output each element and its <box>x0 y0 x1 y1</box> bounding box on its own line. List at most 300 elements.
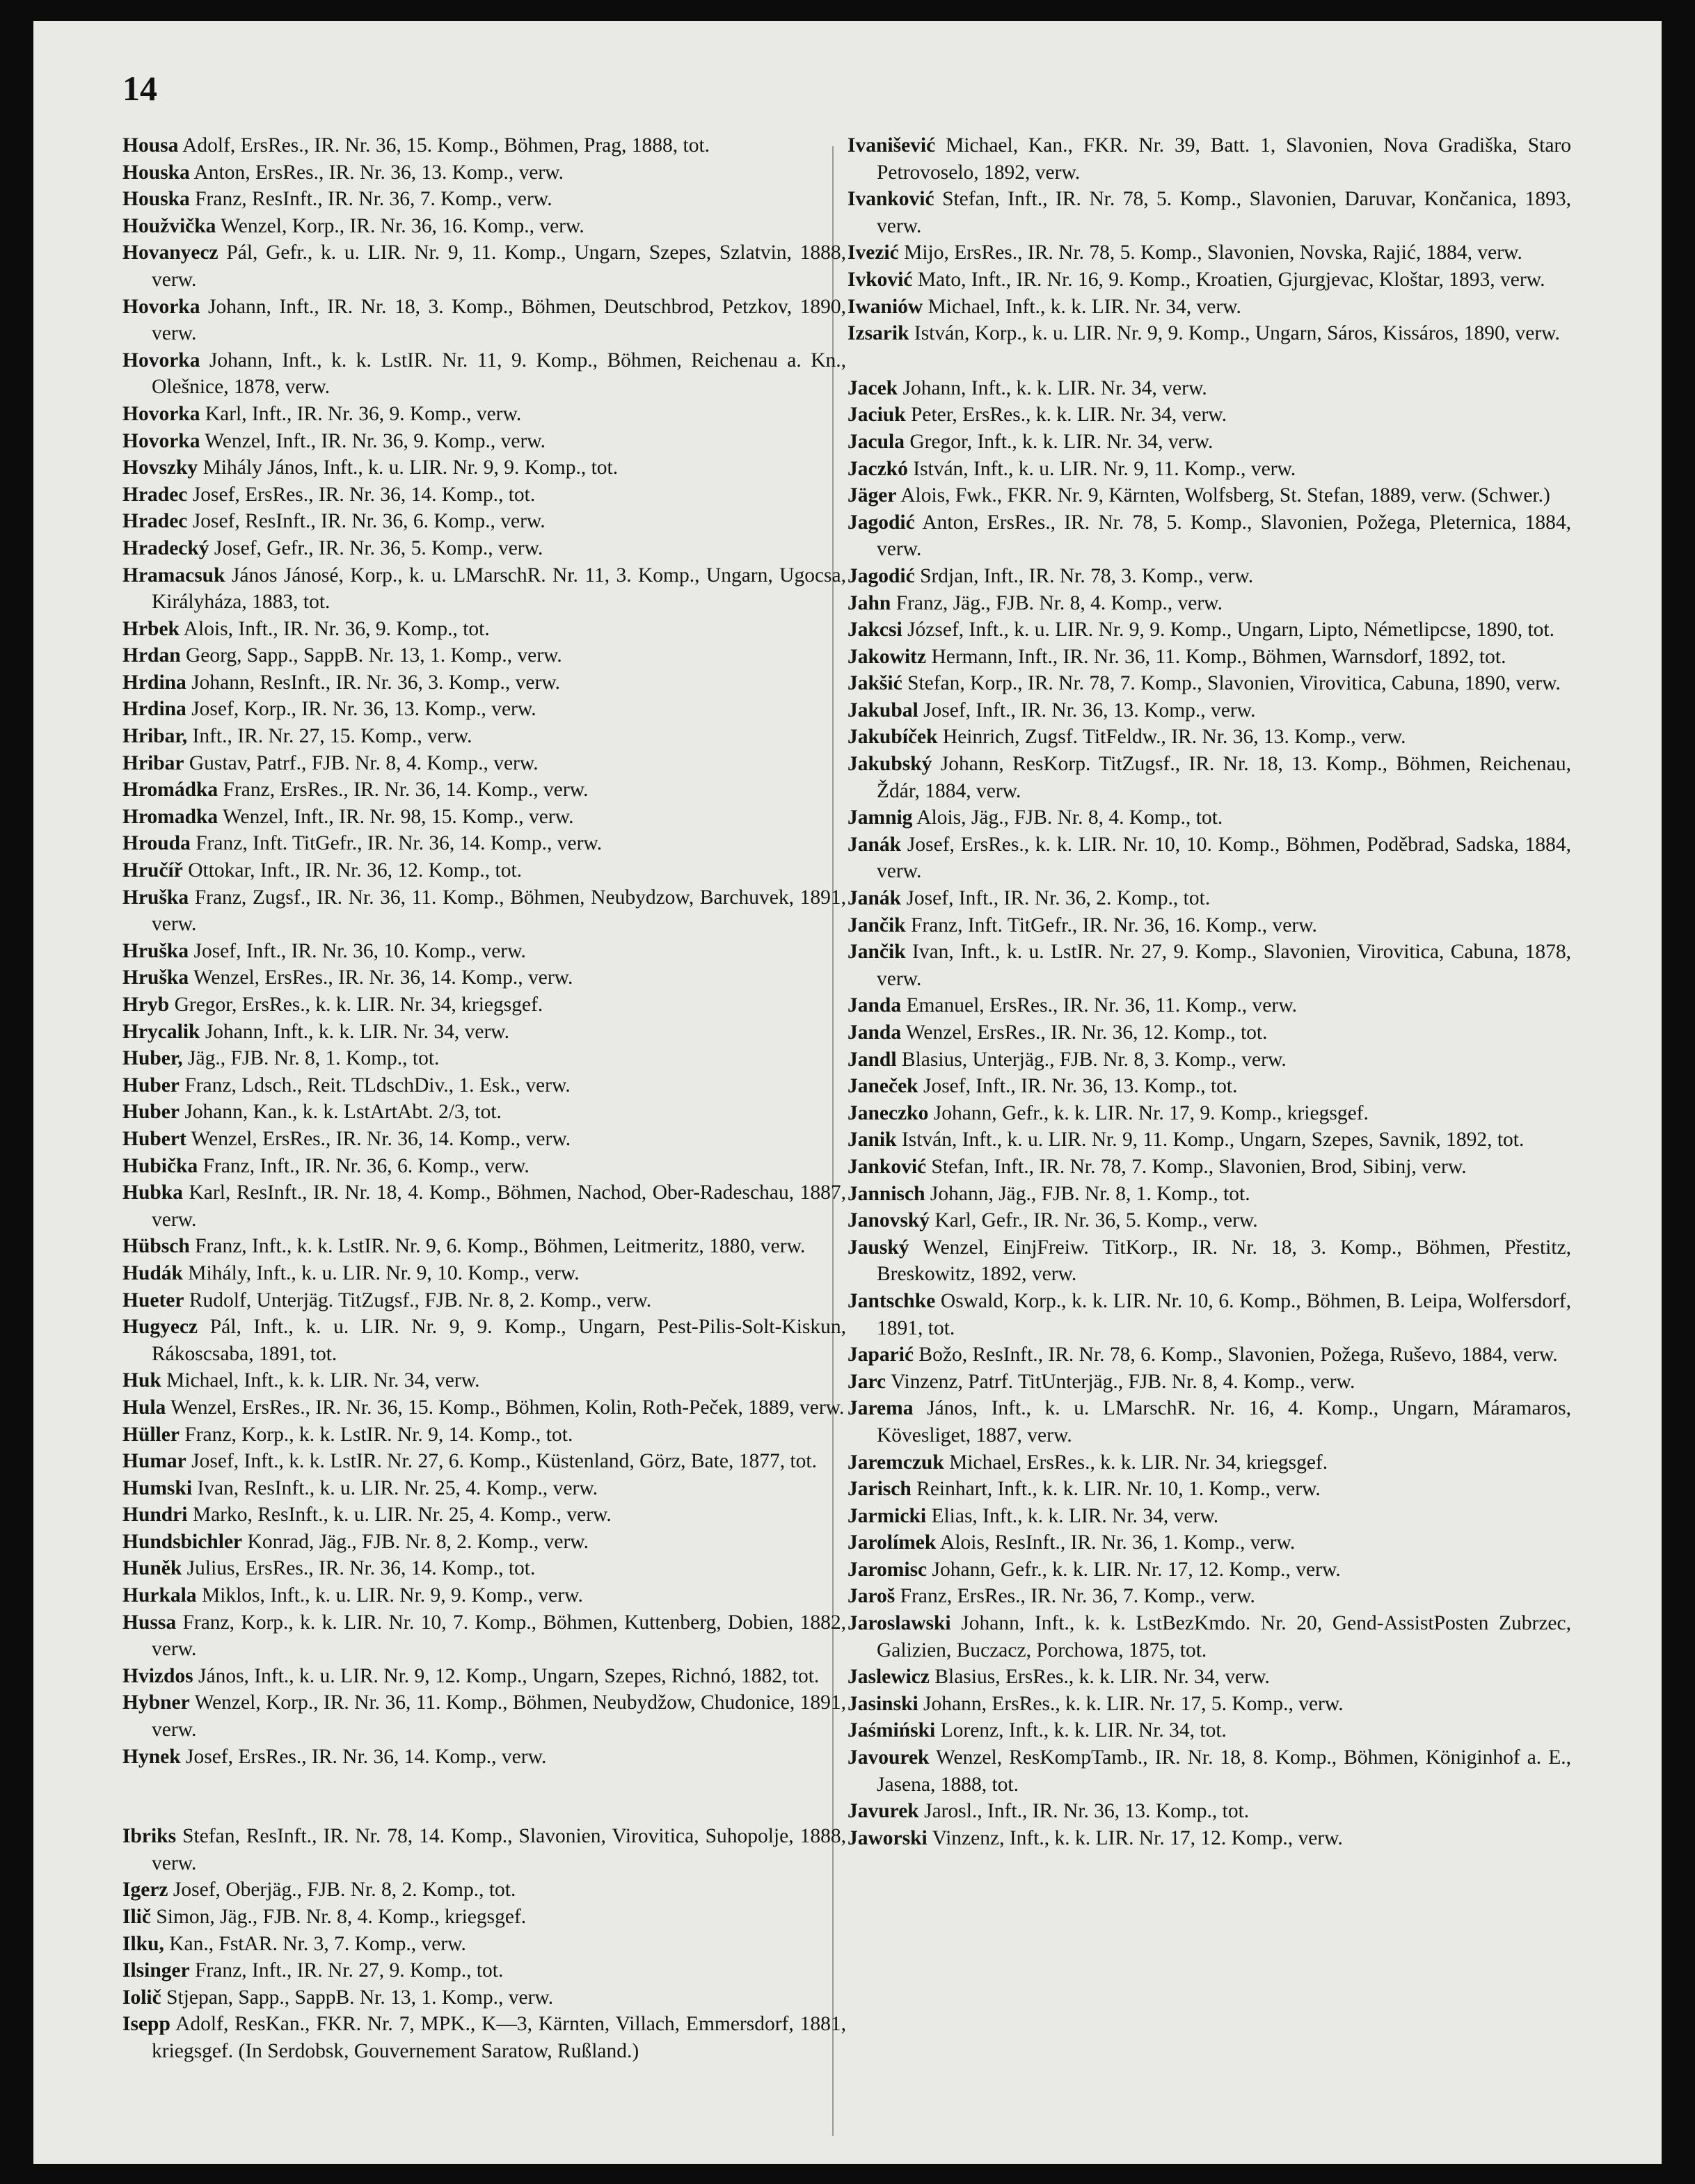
list-item <box>848 1046 1571 1074</box>
entry-details: Heinrich, Zugsf. TitFeldw., IR. Nr. 36, 13. Komp., verw. <box>942 726 1406 749</box>
entry-surname: Hovorka <box>122 429 200 452</box>
list-item <box>848 1825 1571 1852</box>
list-item <box>848 804 1571 831</box>
list-item <box>122 804 846 831</box>
entry-details: Johann, ResInft., IR. Nr. 36, 3. Komp., verw. <box>191 671 561 694</box>
entry-surname: Jamnig <box>848 806 913 829</box>
list-item <box>122 1394 846 1421</box>
entry-details: Mihály, Inft., k. u. LIR. Nr. 9, 10. Komp., verw. <box>188 1261 580 1284</box>
list-item <box>848 1717 1571 1744</box>
entry-surname: Ilku, <box>122 1932 164 1955</box>
list-item <box>122 991 846 1019</box>
entry-surname: Jagodić <box>848 511 915 534</box>
entry-details: Johann, Gefr., k. k. LIR. Nr. 17, 9. Komp., kriegsgef. <box>933 1101 1369 1124</box>
entry-details: Franz, Korp., k. k. LstIR. Nr. 9, 14. Komp., tot. <box>184 1423 573 1446</box>
entry-surname: Hubička <box>122 1154 198 1177</box>
entry-details: Kan., FstAR. Nr. 3, 7. Komp., verw. <box>169 1932 466 1955</box>
entry-surname: Ilič <box>122 1906 151 1928</box>
entry-surname: Hribar, <box>122 725 188 748</box>
list-item <box>848 509 1571 563</box>
entry-details: Stefan, Inft., IR. Nr. 78, 7. Komp., Slavonien, Brod, Sibinj, verw. <box>931 1155 1467 1178</box>
list-item <box>122 1984 846 2011</box>
entry-details: Wenzel, ErsRes., IR. Nr. 36, 12. Komp., tot. <box>905 1021 1268 1044</box>
entry-details: Wenzel, Korp., IR. Nr. 36, 11. Komp., Böhmen, Neubydžow, Chudonice, 1891, verw. <box>152 1691 846 1741</box>
list-item <box>848 1395 1571 1449</box>
entry-surname: Jaworski <box>848 1826 928 1849</box>
list-item <box>848 1207 1571 1234</box>
list-item <box>848 831 1571 885</box>
list-item <box>122 1501 846 1529</box>
entry-details: István, Inft., k. u. LIR. Nr. 9, 11. Komp., verw. <box>913 457 1296 480</box>
list-item <box>122 1689 846 1743</box>
list-item <box>848 482 1571 509</box>
entry-surname: Janda <box>848 1021 902 1044</box>
list-item <box>848 1476 1571 1503</box>
list-item <box>122 1529 846 1556</box>
entry-details: Jäg., FJB. Nr. 8, 1. Komp., tot. <box>188 1047 440 1070</box>
list-item <box>848 1583 1571 1610</box>
list-item <box>848 1019 1571 1046</box>
list-item <box>848 1610 1571 1664</box>
list-item <box>848 1529 1571 1556</box>
entry-surname: Jagodić <box>848 564 915 587</box>
entry-surname: Huber <box>122 1074 180 1097</box>
entry-surname: Janák <box>848 887 902 910</box>
list-item <box>122 562 846 616</box>
list-item <box>848 616 1571 644</box>
entry-surname: Hugyecz <box>122 1316 198 1339</box>
list-item <box>848 1073 1571 1100</box>
list-item <box>848 939 1571 992</box>
entry-details: Franz, ResInft., IR. Nr. 36, 7. Komp., verw. <box>195 188 552 211</box>
entry-details: Marko, ResInft., k. u. LIR. Nr. 25, 4. Komp., verw. <box>192 1504 612 1527</box>
list-item <box>848 320 1571 347</box>
list-item <box>848 563 1571 590</box>
list-item <box>848 1234 1571 1288</box>
list-item <box>122 1555 846 1582</box>
entry-details: Franz, Jäg., FJB. Nr. 8, 4. Komp., verw. <box>896 591 1223 614</box>
entry-details: Peter, ErsRes., k. k. LIR. Nr. 34, verw. <box>910 404 1227 427</box>
entry-surname: Jaczkó <box>848 457 908 480</box>
entry-surname: Janković <box>848 1155 927 1178</box>
entry-surname: Javourek <box>848 1746 930 1769</box>
list-item <box>122 1126 846 1153</box>
entry-surname: Ivezić <box>848 241 899 264</box>
entry-surname: Hradecký <box>122 536 209 559</box>
list-item <box>122 1099 846 1126</box>
entry-details: Vinzenz, Patrf. TitUnterjäg., FJB. Nr. 8, 4. Komp., verw. <box>891 1370 1355 1393</box>
entry-surname: Ivković <box>848 268 913 291</box>
list-item <box>122 132 846 159</box>
list-item <box>122 642 846 669</box>
entry-surname: Hussa <box>122 1611 177 1634</box>
list-item <box>122 1019 846 1046</box>
document-page <box>33 21 1662 2164</box>
entry-details: Franz, Inft. TitGefr., IR. Nr. 36, 14. Komp., verw. <box>196 832 603 855</box>
entry-details: Ivan, ResInft., k. u. LIR. Nr. 25, 4. Komp., verw. <box>197 1476 598 1499</box>
entry-surname: Jarc <box>848 1370 886 1393</box>
list-item <box>122 616 846 643</box>
entry-details: Wenzel, Inft., IR. Nr. 98, 15. Komp., verw. <box>223 805 574 828</box>
entry-surname: Hula <box>122 1396 166 1419</box>
list-item <box>848 1100 1571 1127</box>
section-gap <box>848 347 1571 375</box>
list-item <box>848 1744 1571 1798</box>
list-item <box>848 1503 1571 1530</box>
list-item <box>122 294 846 347</box>
list-item <box>122 1823 846 1876</box>
entry-surname: Iolič <box>122 1986 161 2009</box>
entry-surname: Janik <box>848 1129 897 1151</box>
entry-details: Franz, Inft., IR. Nr. 27, 9. Komp., tot. <box>195 1959 504 1982</box>
entry-details: Karl, Gefr., IR. Nr. 36, 5. Komp., verw. <box>934 1209 1258 1232</box>
entry-details: Josef, Oberjäg., FJB. Nr. 8, 2. Komp., tot. <box>173 1879 516 1902</box>
entry-details: Wenzel, EinjFreiw. TitKorp., IR. Nr. 18, 3. Komp., Böhmen, Přestitz, Breskowitz, 1892, verw. <box>877 1236 1571 1286</box>
list-item <box>848 590 1571 617</box>
entry-surname: Jaśmiński <box>848 1719 936 1742</box>
list-item <box>122 159 846 186</box>
list-item <box>848 429 1571 456</box>
entry-details: Mihály János, Inft., k. u. LIR. Nr. 9, 9. Komp., tot. <box>202 456 619 479</box>
entry-surname: Hrdina <box>122 671 186 694</box>
list-item <box>122 481 846 509</box>
entry-details: Wenzel, Korp., IR. Nr. 36, 16. Komp., verw. <box>221 214 584 237</box>
entry-details: Franz, ErsRes., IR. Nr. 36, 7. Komp., verw. <box>900 1585 1255 1608</box>
entry-details: Anton, ErsRes., IR. Nr. 78, 5. Komp., Slavonien, Požega, Pleternica, 1884, verw. <box>877 511 1571 561</box>
entry-details: Alois, Inft., IR. Nr. 36, 9. Komp., tot. <box>183 617 490 640</box>
list-item <box>122 1904 846 1931</box>
list-item <box>122 401 846 428</box>
entry-details: Josef, ResInft., IR. Nr. 36, 6. Komp., verw. <box>192 510 546 533</box>
list-item <box>848 1154 1571 1181</box>
entry-surname: Ibriks <box>122 1825 177 1848</box>
entry-surname: Hribar <box>122 751 184 774</box>
entry-surname: Hubert <box>122 1127 186 1150</box>
list-item <box>122 1876 846 1904</box>
entry-details: Karl, Inft., IR. Nr. 36, 9. Komp., verw. <box>205 402 522 425</box>
entry-details: Anton, ErsRes., IR. Nr. 36, 13. Komp., verw. <box>193 161 564 184</box>
list-item <box>848 724 1571 751</box>
entry-details: József, Inft., k. u. LIR. Nr. 9, 9. Komp., Ungarn, Lipto, Németlipcse, 1890, tot. <box>907 619 1554 641</box>
entry-surname: Ilsinger <box>122 1959 190 1982</box>
entry-surname: Jančik <box>848 914 906 936</box>
entry-details: Elias, Inft., k. k. LIR. Nr. 34, verw. <box>931 1504 1219 1527</box>
entry-details: Srdjan, Inft., IR. Nr. 78, 3. Komp., verw. <box>920 564 1254 587</box>
entry-surname: Isepp <box>122 2013 170 2036</box>
entry-details: Vinzenz, Inft., k. k. LIR. Nr. 17, 12. Komp., verw. <box>932 1826 1343 1849</box>
list-item <box>122 213 846 240</box>
entry-surname: Hručíř <box>122 859 183 882</box>
entry-surname: Jannisch <box>848 1182 925 1205</box>
list-item <box>848 186 1571 239</box>
entry-details: Blasius, Unterjäg., FJB. Nr. 8, 3. Komp., verw. <box>901 1048 1287 1071</box>
entry-surname: Hovorka <box>122 402 200 425</box>
entry-surname: Hromádka <box>122 779 218 802</box>
list-item <box>848 912 1571 939</box>
list-item <box>848 1126 1571 1154</box>
entry-details: Ivan, Inft., k. u. LstIR. Nr. 27, 9. Komp., Slavonien, Virovitica, Cabuna, 1878, verw. <box>877 941 1572 990</box>
entry-details: István, Korp., k. u. LIR. Nr. 9, 9. Komp., Ungarn, Sáros, Kissáros, 1890, verw. <box>914 322 1560 345</box>
entry-details: István, Inft., k. u. LIR. Nr. 9, 11. Komp., Ungarn, Szepes, Savnik, 1892, tot. <box>901 1129 1525 1151</box>
entry-surname: Huněk <box>122 1557 182 1580</box>
list-item <box>848 1798 1571 1825</box>
entry-details: Adolf, ResKan., FKR. Nr. 7, MPK., K—3, Kärnten, Villach, Emmersdorf, 1881, kriegsgef. (In Serdobsk, Gouvernement Saratow, Rußland.) <box>152 2013 846 2062</box>
entry-surname: Jarisch <box>848 1478 912 1501</box>
entry-surname: Hrycalik <box>122 1020 200 1043</box>
entry-surname: Jarmicki <box>848 1504 927 1527</box>
entry-details: Wenzel, Inft., IR. Nr. 36, 9. Komp., verw. <box>205 429 546 452</box>
entry-surname: Hovorka <box>122 295 200 318</box>
list-item <box>848 1664 1571 1691</box>
list-item <box>122 2011 846 2064</box>
list-item <box>122 186 846 213</box>
entry-surname: Jančik <box>848 941 906 964</box>
entry-details: Gustav, Patrf., FJB. Nr. 8, 4. Komp., verw. <box>189 751 539 774</box>
list-item <box>122 1744 846 1771</box>
entry-details: Michael, Kan., FKR. Nr. 39, Batt. 1, Slavonien, Nova Gradiška, Staro Petrovoselo, 1892, verw. <box>877 134 1572 184</box>
entry-details: Simon, Jäg., FJB. Nr. 8, 4. Komp., kriegsgef. <box>156 1906 527 1928</box>
entry-surname: Jaroslawski <box>848 1612 951 1635</box>
entry-details: Alois, Jäg., FJB. Nr. 8, 4. Komp., tot. <box>916 806 1223 829</box>
right-column <box>848 132 1571 1851</box>
list-item <box>848 266 1571 294</box>
list-item <box>122 857 846 884</box>
entry-details: Johann, Inft., k. k. LIR. Nr. 34, verw. <box>902 376 1207 399</box>
entry-details: Josef, ErsRes., k. k. LIR. Nr. 10, 10. Komp., Böhmen, Poděbrad, Sadska, 1884, verw. <box>877 833 1571 883</box>
entry-surname: Janda <box>848 994 902 1017</box>
entry-details: Johann, Inft., k. k. LstIR. Nr. 11, 9. Komp., Böhmen, Reichenau a. Kn., Olešnice, 1878, verw. <box>152 349 846 399</box>
entry-surname: Jacula <box>848 430 905 453</box>
entry-details: Josef, Inft., IR. Nr. 36, 13. Komp., tot. <box>923 1075 1238 1098</box>
entry-surname: Humski <box>122 1476 193 1499</box>
left-column <box>122 132 846 2065</box>
entry-surname: Hübsch <box>122 1235 190 1258</box>
entry-surname: Hundsbichler <box>122 1530 243 1553</box>
list-item <box>848 1449 1571 1476</box>
list-item <box>848 670 1571 697</box>
entry-details: Johann, Inft., IR. Nr. 18, 3. Komp., Böhmen, Deutschbrod, Petzkov, 1890, verw. <box>152 295 846 345</box>
entry-details: Franz, Inft., IR. Nr. 36, 6. Komp., verw. <box>202 1154 530 1177</box>
entry-surname: Ivanković <box>848 188 934 211</box>
entry-surname: Jarema <box>848 1397 914 1420</box>
entry-details: Gregor, Inft., k. k. LIR. Nr. 34, verw. <box>909 430 1213 453</box>
entry-details: Božo, ResInft., IR. Nr. 78, 6. Komp., Slavonien, Požega, Ruševo, 1884, verw. <box>918 1344 1558 1366</box>
list-item <box>122 1314 846 1367</box>
entry-surname: Jantschke <box>848 1289 936 1312</box>
entry-surname: Hrdan <box>122 644 181 667</box>
entry-details: Georg, Sapp., SappB. Nr. 13, 1. Komp., verw. <box>185 644 562 667</box>
list-item <box>122 1153 846 1180</box>
entry-surname: Jakubíček <box>848 726 938 749</box>
entry-surname: Jakcsi <box>848 619 902 641</box>
entry-details: Oswald, Korp., k. k. LIR. Nr. 10, 6. Komp., Böhmen, B. Leipa, Wolfersdorf, 1891, tot. <box>877 1289 1571 1339</box>
list-item <box>122 508 846 535</box>
entry-surname: Jaslewicz <box>848 1666 930 1689</box>
entry-details: Johann, Inft., k. k. LIR. Nr. 34, verw. <box>205 1020 510 1043</box>
entry-details: Josef, ErsRes., IR. Nr. 36, 14. Komp., verw. <box>185 1745 547 1768</box>
entry-surname: Jauský <box>848 1236 909 1259</box>
list-item <box>122 454 846 481</box>
entry-details: Franz, Inft., k. k. LstIR. Nr. 9, 6. Komp., Böhmen, Leitmeritz, 1880, verw. <box>195 1235 806 1258</box>
entry-surname: Huber <box>122 1101 180 1124</box>
list-item <box>848 132 1571 186</box>
list-item <box>848 1556 1571 1584</box>
entry-details: Adolf, ErsRes., IR. Nr. 36, 15. Komp., Böhmen, Prag, 1888, tot. <box>182 134 710 157</box>
entry-details: Pál, Gefr., k. u. LIR. Nr. 9, 11. Komp., Ungarn, Szepes, Szlatvin, 1888, verw. <box>152 241 847 291</box>
list-item <box>122 776 846 804</box>
entry-details: Michael, Inft., k. k. LIR. Nr. 34, verw. <box>928 295 1241 318</box>
entry-surname: Jakšić <box>848 672 902 695</box>
list-item <box>122 1260 846 1287</box>
entry-details: Alois, ResInft., IR. Nr. 36, 1. Komp., verw. <box>940 1531 1296 1554</box>
entry-details: Johann, Kan., k. k. LstArtAbt. 2/3, tot. <box>184 1101 502 1124</box>
entry-details: Stefan, Korp., IR. Nr. 78, 7. Komp., Slavonien, Virovitica, Cabuna, 1890, verw. <box>907 672 1561 695</box>
list-item <box>848 751 1571 804</box>
entry-details: Josef, Inft., k. k. LstIR. Nr. 27, 6. Komp., Küstenland, Görz, Bate, 1877, tot. <box>191 1450 817 1473</box>
entry-surname: Hubka <box>122 1181 183 1204</box>
list-item <box>122 1287 846 1314</box>
entry-details: Alois, Fwk., FKR. Nr. 9, Kärnten, Wolfsberg, St. Stefan, 1889, verw. (Schwer.) <box>900 484 1550 507</box>
entry-surname: Jakubal <box>848 699 918 722</box>
entry-details: Franz, Inft. TitGefr., IR. Nr. 36, 16. Komp., verw. <box>910 914 1317 936</box>
entry-surname: Hradec <box>122 483 188 506</box>
entry-details: János, Inft., k. u. LIR. Nr. 9, 12. Komp., Ungarn, Szepes, Richnó, 1882, tot. <box>198 1664 820 1687</box>
entry-details: Wenzel, ErsRes., IR. Nr. 36, 14. Komp., verw. <box>191 1127 571 1150</box>
entry-details: Ottokar, Inft., IR. Nr. 36, 12. Komp., tot. <box>188 859 523 882</box>
entry-details: Johann, ResKorp. TitZugsf., IR. Nr. 18, 13. Komp., Böhmen, Reichenau, Ždár, 1884, verw. <box>877 753 1571 802</box>
list-item <box>122 428 846 455</box>
list-item <box>122 1609 846 1663</box>
list-item <box>122 1475 846 1502</box>
entry-surname: Janeczko <box>848 1101 929 1124</box>
entry-details: Mato, Inft., IR. Nr. 16, 9. Komp., Kroatien, Gjurgjevac, Kloštar, 1893, verw. <box>917 268 1545 291</box>
page-number: 14 <box>122 69 157 108</box>
list-item <box>848 885 1571 912</box>
entry-surname: Jakubský <box>848 753 932 776</box>
entry-surname: Hovorka <box>122 349 200 372</box>
list-item <box>848 1288 1571 1341</box>
entry-surname: Jarolímek <box>848 1531 937 1554</box>
entry-surname: Hvizdos <box>122 1664 193 1687</box>
list-item <box>122 535 846 562</box>
entry-details: Josef, Korp., IR. Nr. 36, 13. Komp., verw. <box>191 698 536 721</box>
entry-details: Johann, Jäg., FJB. Nr. 8, 1. Komp., tot. <box>930 1182 1250 1205</box>
entry-surname: Housa <box>122 134 179 157</box>
entry-surname: Jandl <box>848 1048 897 1071</box>
entry-surname: Japarić <box>848 1344 914 1366</box>
entry-surname: Jasinski <box>848 1692 918 1715</box>
entry-details: Franz, Ldsch., Reit. TLdschDiv., 1. Esk., verw. <box>184 1074 571 1097</box>
entry-surname: Hrouda <box>122 832 191 855</box>
entry-surname: Jaremczuk <box>848 1451 944 1474</box>
entry-details: Stefan, ResInft., IR. Nr. 78, 14. Komp., Slavonien, Virovitica, Suhopolje, 1888, verw. <box>152 1825 846 1874</box>
list-item <box>122 750 846 777</box>
entry-surname: Hruška <box>122 966 189 989</box>
entry-details: János, Inft., k. u. LMarschR. Nr. 16, 4. Komp., Ungarn, Máramaros, Kövesliget, 1887, verw. <box>877 1397 1571 1446</box>
list-item <box>848 697 1571 724</box>
entry-surname: Hundri <box>122 1504 188 1527</box>
entry-surname: Hramacsuk <box>122 564 225 587</box>
entry-surname: Hurkala <box>122 1584 197 1607</box>
entry-details: Julius, ErsRes., IR. Nr. 36, 14. Komp., tot. <box>186 1557 536 1580</box>
entry-details: Josef, Gefr., IR. Nr. 36, 5. Komp., verw. <box>214 536 543 559</box>
entry-details: Wenzel, ResKompTamb., IR. Nr. 18, 8. Komp., Böhmen, Königinhof a. E., Jasena, 1888, tot. <box>877 1746 1571 1796</box>
entry-details: Gregor, ErsRes., k. k. LIR. Nr. 34, kriegsgef. <box>174 994 543 1016</box>
list-item <box>122 1179 846 1233</box>
list-item <box>848 992 1571 1019</box>
entry-surname: Janeček <box>848 1075 918 1098</box>
entry-surname: Jaromisc <box>848 1558 928 1581</box>
list-item <box>122 1931 846 1958</box>
entry-details: Josef, ErsRes., IR. Nr. 36, 14. Komp., tot. <box>192 483 536 506</box>
entry-details: Hermann, Inft., IR. Nr. 36, 11. Komp., Böhmen, Warnsdorf, 1892, tot. <box>931 645 1506 668</box>
list-item <box>848 375 1571 402</box>
entry-details: János Jánosé, Korp., k. u. LMarschR. Nr. 11, 3. Komp., Ungarn, Ugocsa, Királyháza, 1883, tot. <box>152 564 846 614</box>
entry-details: Michael, ErsRes., k. k. LIR. Nr. 34, kriegsgef. <box>949 1451 1328 1474</box>
list-item <box>122 1663 846 1690</box>
list-item <box>122 1582 846 1609</box>
entry-surname: Jakowitz <box>848 645 927 668</box>
list-item <box>848 294 1571 321</box>
entry-details: Inft., IR. Nr. 27, 15. Komp., verw. <box>192 725 472 748</box>
list-item <box>122 1448 846 1475</box>
entry-surname: Houska <box>122 188 190 211</box>
list-item <box>122 964 846 991</box>
entry-surname: Houska <box>122 161 190 184</box>
list-item <box>122 669 846 696</box>
entry-surname: Hruška <box>122 939 189 962</box>
entry-details: Wenzel, ErsRes., IR. Nr. 36, 15. Komp., Böhmen, Kolin, Roth-Peček, 1889, verw. <box>170 1396 845 1419</box>
entry-surname: Hudák <box>122 1261 183 1284</box>
entry-surname: Jahn <box>848 591 891 614</box>
entry-details: Rudolf, Unterjäg. TitZugsf., FJB. Nr. 8, 2. Komp., verw. <box>189 1289 652 1312</box>
list-item <box>848 401 1571 429</box>
list-item <box>122 723 846 750</box>
list-item <box>122 1367 846 1394</box>
entry-surname: Huber, <box>122 1047 183 1070</box>
list-item <box>122 830 846 857</box>
entry-details: Stjepan, Sapp., SappB. Nr. 13, 1. Komp., verw. <box>166 1986 554 2009</box>
entry-surname: Hovszky <box>122 456 198 479</box>
list-item <box>848 1369 1571 1396</box>
entry-surname: Hrdina <box>122 698 186 721</box>
list-item <box>122 884 846 938</box>
list-item <box>122 1045 846 1072</box>
entry-surname: Jaciuk <box>848 404 906 427</box>
entry-surname: Huk <box>122 1369 161 1392</box>
entry-details: Stefan, Inft., IR. Nr. 78, 5. Komp., Slavonien, Daruvar, Končanica, 1893, verw. <box>877 188 1572 237</box>
list-item <box>122 938 846 965</box>
entry-details: Josef, Inft., IR. Nr. 36, 2. Komp., tot. <box>906 887 1211 910</box>
entry-surname: Javurek <box>848 1800 919 1823</box>
list-item <box>848 1181 1571 1208</box>
entry-details: Josef, Inft., IR. Nr. 36, 13. Komp., verw. <box>923 699 1256 722</box>
entry-surname: Janovský <box>848 1209 930 1232</box>
entry-details: Jarosl., Inft., IR. Nr. 36, 13. Komp., tot. <box>924 1800 1250 1823</box>
entry-surname: Izsarik <box>848 322 909 345</box>
entry-surname: Hovanyecz <box>122 241 218 264</box>
entry-details: Wenzel, ErsRes., IR. Nr. 36, 14. Komp., verw. <box>193 966 573 989</box>
entry-details: Franz, Zugsf., IR. Nr. 36, 11. Komp., Böhmen, Neubydzow, Barchuvek, 1891, verw. <box>152 886 846 936</box>
entry-details: Karl, ResInft., IR. Nr. 18, 4. Komp., Böhmen, Nachod, Ober-Radeschau, 1887, verw. <box>152 1181 847 1231</box>
list-item <box>848 456 1571 483</box>
list-item <box>122 1233 846 1260</box>
list-item <box>848 1691 1571 1718</box>
entry-details: Reinhart, Inft., k. k. LIR. Nr. 10, 1. Komp., verw. <box>916 1478 1321 1501</box>
entry-surname: Hromadka <box>122 805 218 828</box>
entry-details: Konrad, Jäg., FJB. Nr. 8, 2. Komp., verw. <box>247 1530 589 1553</box>
entry-surname: Hradec <box>122 510 188 533</box>
